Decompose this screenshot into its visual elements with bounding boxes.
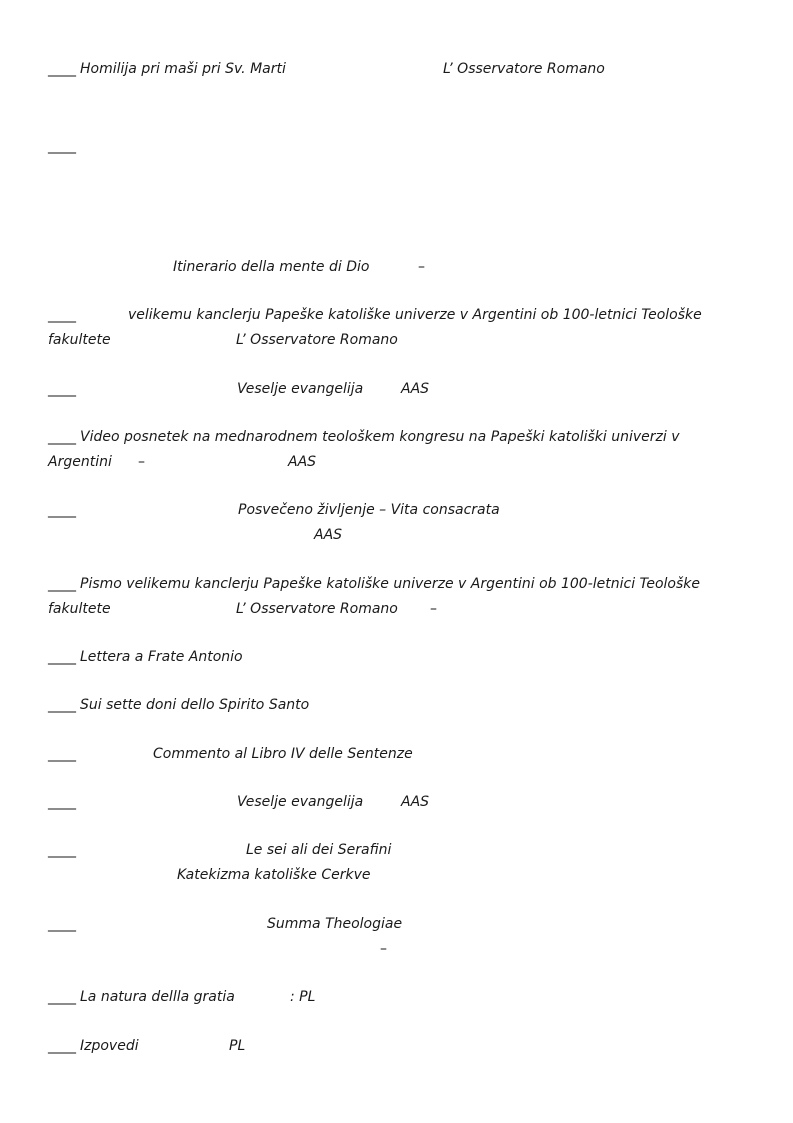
entry-9-blank: ____ <box>48 649 76 665</box>
entry-9-title: Lettera a Frate Antonio <box>80 649 243 665</box>
entry-15-source: : PL <box>290 989 316 1005</box>
entry-8-source: L’ Osservatore Romano <box>236 601 398 617</box>
entry-4-title-line1: velikemu kanclerju Papeške katoliške univerze v Argentini ob 100-letnici Teološke <box>128 307 702 323</box>
entry-3-title: Itinerario della mente di Dio <box>173 259 370 275</box>
entry-6-title-line2: Argentini <box>48 454 112 470</box>
entry-15-blank: ____ <box>48 989 76 1005</box>
entry-8-dash: – <box>430 601 437 617</box>
entry-14-blank: ____ <box>48 916 76 932</box>
entry-8-title-line2: fakultete <box>48 601 111 617</box>
entry-7-blank: ____ <box>48 502 76 518</box>
entry-5-title: Veselje evangelija <box>237 381 364 397</box>
entry-13-title: Le sei ali dei Serafini <box>246 842 392 858</box>
entry-10-title: Sui sette doni dello Spirito Santo <box>80 697 310 713</box>
entry-6-blank: ____ <box>48 429 76 445</box>
entry-4-title-line2: fakultete <box>48 332 111 348</box>
entry-6-source: AAS <box>288 454 317 470</box>
entry-6-title-line1: Video posnetek na mednarodnem teološkem kongresu na Papeški katoliški univerzi v <box>80 429 680 445</box>
entry-16-title: Izpovedi <box>80 1038 139 1054</box>
entry-16-source: PL <box>229 1038 246 1054</box>
entry-11-title: Commento al Libro IV delle Sentenze <box>153 746 413 762</box>
entry-7-title: Posvečeno življenje – Vita consacrata <box>238 502 500 518</box>
entry-5-blank: ____ <box>48 381 76 397</box>
entry-2-blank: ____ <box>48 138 76 154</box>
entry-1-title: Homilija pri maši pri Sv. Marti <box>80 61 286 77</box>
entry-12-blank: ____ <box>48 794 76 810</box>
entry-5-source: AAS <box>401 381 430 397</box>
entry-14-dash: – <box>380 941 387 957</box>
entry-11-blank: ____ <box>48 746 76 762</box>
entry-4-source: L’ Osservatore Romano <box>236 332 398 348</box>
entry-7-source: AAS <box>314 527 343 543</box>
entry-15-title: La natura dellla gratia <box>80 989 235 1005</box>
entry-12-title: Veselje evangelija <box>237 794 364 810</box>
entry-8-title-line1: Pismo velikemu kanclerju Papeške katoliške univerze v Argentini ob 100-letnici Teološke <box>80 576 701 592</box>
entry-13-source: Katekizma katoliške Cerkve <box>177 867 371 883</box>
entry-16-blank: ____ <box>48 1038 76 1054</box>
entry-12-source: AAS <box>401 794 430 810</box>
entry-14-title: Summa Theologiae <box>267 916 403 932</box>
entry-1-blank: ____ <box>48 61 76 77</box>
entry-6-dash: – <box>138 454 145 470</box>
entry-10-blank: ____ <box>48 697 76 713</box>
entry-13-blank: ____ <box>48 842 76 858</box>
entry-4-blank: ____ <box>48 307 76 323</box>
entry-8-blank: ____ <box>48 576 76 592</box>
entry-3-dash: – <box>418 259 425 275</box>
entry-1-source: L’ Osservatore Romano <box>443 61 605 77</box>
